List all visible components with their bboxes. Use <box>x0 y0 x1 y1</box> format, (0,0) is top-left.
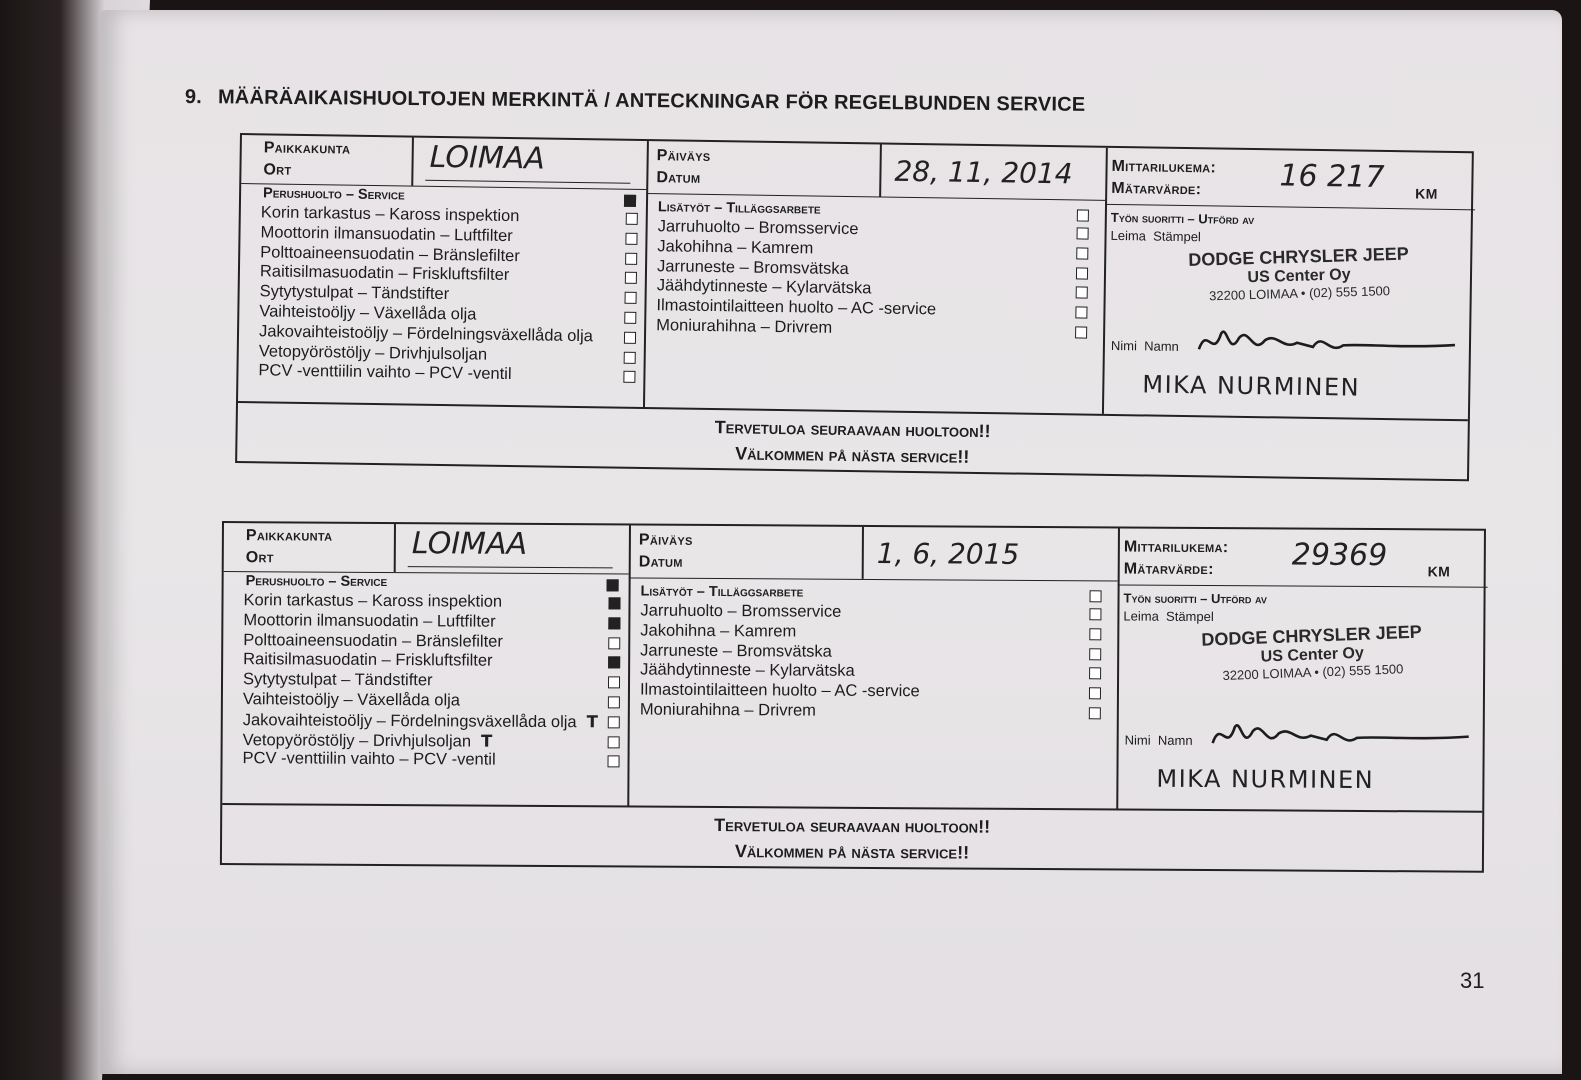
date-label-sv: Datum <box>656 169 701 187</box>
stamp-line-2: US Center Oy <box>1247 266 1351 287</box>
meter-value: 29369 <box>1291 537 1388 574</box>
basic-service-label: Polttoaineensuodatin – Bränslefilter <box>260 242 520 265</box>
service-checkbox[interactable] <box>608 657 620 669</box>
handwritten-mark: T <box>480 731 493 751</box>
header-divider <box>394 524 396 572</box>
service-checkbox[interactable] <box>1089 628 1101 640</box>
service-record-2 <box>220 521 1486 873</box>
place-label-fi: Paikkakunta <box>245 527 333 545</box>
basic-service-row <box>243 670 618 692</box>
service-checkbox[interactable] <box>623 371 635 383</box>
column-divider-2 <box>1116 528 1120 808</box>
printed-name: MIKA NURMINEN <box>1142 370 1361 402</box>
service-checkbox[interactable] <box>1089 668 1101 680</box>
basic-service-row <box>243 651 618 673</box>
service-checkbox[interactable] <box>1076 247 1088 259</box>
extra-work-label: Ilmastointilaitteen huolto – AC -service <box>656 296 937 319</box>
place-underline <box>408 566 613 568</box>
basic-service-row <box>243 690 618 712</box>
service-checkbox[interactable] <box>608 677 620 689</box>
header-divider-date <box>862 527 864 579</box>
meter-value: 16 217 <box>1279 158 1385 195</box>
basic-service-row <box>243 710 618 732</box>
date-label-fi: Päiväys <box>638 531 693 549</box>
page-number: 31 <box>1460 968 1485 993</box>
extra-work-label: Jäähdytinneste – Kylarvätska <box>640 660 855 681</box>
service-checkbox[interactable] <box>1089 687 1101 699</box>
dealer-stamp <box>1163 243 1434 305</box>
basic-service-row <box>242 750 617 772</box>
basic-service-row <box>258 362 633 387</box>
column-divider-2 <box>1102 148 1108 414</box>
place-label <box>263 137 350 182</box>
place-underline <box>425 180 630 184</box>
stamp-label: Leima Stämpel <box>1123 608 1214 625</box>
basic-service-label: Sytytystulpat – Tändstifter <box>259 282 450 304</box>
service-checkbox[interactable] <box>608 736 620 748</box>
place-value: LOIMAA <box>429 139 546 177</box>
signature <box>1193 319 1464 369</box>
extra-work-label: Jäähdytinneste – Kylarvätska <box>656 276 872 298</box>
extra-work-label: Jakohihna – Kamrem <box>640 621 797 641</box>
basic-service-list <box>242 591 618 771</box>
footer-finnish: Tervetuloa seuraavaan huoltoon!! <box>714 417 991 442</box>
date-value: 28, 11, 2014 <box>894 154 1073 191</box>
service-checkbox[interactable] <box>1089 648 1101 660</box>
service-checkbox[interactable] <box>1077 209 1089 221</box>
service-checkbox[interactable] <box>608 617 620 629</box>
basic-service-label: Korin tarkastus – Kaross inspektion <box>260 203 520 226</box>
extra-work-label: Jakohihna – Kamrem <box>657 237 814 258</box>
signature <box>1207 713 1477 761</box>
column-divider-1 <box>627 525 631 805</box>
extra-work-label: Jarruhuolto – Bromsservice <box>640 601 842 621</box>
date-label <box>639 530 693 574</box>
basic-service-label: Raitisilmasuodatin – Friskluftsfilter <box>243 650 493 671</box>
extra-work-list <box>640 602 1106 724</box>
dealer-stamp <box>1176 621 1448 685</box>
basic-service-row <box>243 611 618 633</box>
service-checkbox[interactable] <box>1076 267 1088 279</box>
service-checkbox[interactable] <box>608 597 620 609</box>
meter-label <box>1111 156 1216 202</box>
meter-label <box>1124 537 1229 582</box>
service-checkbox[interactable] <box>1089 707 1101 719</box>
basic-service-row <box>243 591 618 613</box>
extra-work-row <box>640 701 1105 724</box>
stamp-line-1: DODGE CHRYSLER JEEP <box>1201 621 1423 650</box>
basic-service-label: Korin tarkastus – Kaross inspektion <box>243 591 503 611</box>
meter-label-fi: Mittarilukema: <box>1123 538 1229 557</box>
service-checkbox[interactable] <box>1090 590 1102 602</box>
km-unit: KM <box>1427 563 1451 580</box>
basic-service-title: Perushuolto – Service <box>245 573 388 591</box>
service-checkbox[interactable] <box>1077 227 1089 239</box>
signature-stroke <box>1213 725 1469 744</box>
signature-stroke <box>1199 331 1455 353</box>
service-checkbox[interactable] <box>625 233 637 245</box>
section-title: MÄÄRÄAIKAISHUOLTOJEN MERKINTÄ / ANTECKNINGAR FÖR REGELBUNDEN SERVICE <box>217 86 1086 116</box>
basic-service-list <box>258 203 636 387</box>
service-checkbox[interactable] <box>625 252 637 264</box>
stamp-label: Leima Stämpel <box>1110 227 1202 245</box>
basic-service-row <box>243 730 618 752</box>
basic-service-label: Polttoaineensuodatin – Bränslefilter <box>243 630 503 651</box>
name-label: Nimi Namn <box>1124 732 1193 748</box>
extra-work-title: Lisätyöt – Tilläggsarbete <box>657 199 821 218</box>
stamp-line-3: 32200 LOIMAA • (02) 555 1500 <box>1208 283 1391 304</box>
header-bottom-line-right <box>1118 584 1488 587</box>
basic-service-label: Sytytystulpat – Tändstifter <box>242 670 433 690</box>
footer-swedish: Välkommen på nästa service!! <box>734 841 970 863</box>
place-label-sv: Ort <box>245 549 274 567</box>
stamp-line-3: 32200 LOIMAA • (02) 555 1500 <box>1222 661 1404 684</box>
place-label-fi: Paikkakunta <box>263 139 351 158</box>
service-checkbox[interactable] <box>625 272 637 284</box>
extra-work-label: Jarruhuolto – Bromsservice <box>657 217 859 239</box>
service-checkbox[interactable] <box>624 195 636 207</box>
km-unit: KM <box>1415 185 1438 202</box>
footer-finnish: Tervetuloa seuraavaan huoltoon!! <box>714 815 991 837</box>
service-checkbox[interactable] <box>608 716 620 728</box>
basic-service-label: Moottorin ilmansuodatin – Luftfilter <box>260 223 513 245</box>
service-checkbox[interactable] <box>625 292 637 304</box>
basic-service-label: Vetopyöröstöljy – Drivhjulsoljan <box>242 730 472 751</box>
service-checkbox[interactable] <box>624 351 636 363</box>
header-divider <box>411 138 414 186</box>
basic-service-label: PCV -venttiilin vaihto – PCV -ventil <box>242 749 496 770</box>
basic-service-label: Jakovaihteistoöljy – Fördelningsväxellåda olja <box>258 322 594 346</box>
extra-work-title: Lisätyöt – Tilläggsarbete <box>640 583 804 601</box>
service-checkbox[interactable] <box>626 213 638 225</box>
place-value: LOIMAA <box>411 526 528 562</box>
date-label-fi: Päiväys <box>656 147 711 165</box>
header-divider-date <box>879 144 882 196</box>
basic-service-label: PCV -venttiilin vaihto – PCV -ventil <box>258 361 512 384</box>
date-label <box>656 145 710 190</box>
date-value: 1, 6, 2015 <box>876 537 1020 571</box>
basic-service-row <box>243 631 618 653</box>
meter-label-sv: Mätarvärde: <box>1111 179 1202 199</box>
service-checkbox[interactable] <box>1075 326 1087 338</box>
header-bottom-line-mid <box>629 577 1118 581</box>
service-record-1 <box>235 133 1474 481</box>
service-checkbox[interactable] <box>1089 608 1101 620</box>
service-checkbox[interactable] <box>624 312 636 324</box>
extra-work-label: Moniurahihna – Drivrem <box>639 700 816 720</box>
basic-service-label: Vaihteistoöljy – Växellåda olja <box>259 302 477 324</box>
done-by-title: Työn suoritti – Utförd av <box>1123 590 1267 607</box>
service-checkbox[interactable] <box>607 579 619 591</box>
extra-work-label: Jarruneste – Bromsvätska <box>656 256 849 278</box>
basic-service-label: Moottorin ilmansuodatin – Luftfilter <box>243 610 496 631</box>
meter-label-sv: Mätarvärde: <box>1123 560 1214 579</box>
name-label: Nimi Namn <box>1110 337 1179 354</box>
basic-service-label: Jakovaihteistoöljy – Fördelningsväxellåda olja <box>242 710 577 731</box>
extra-work-label: Ilmastointilaitteen huolto – AC -service <box>639 680 920 701</box>
extra-work-label: Jarruneste – Bromsvätska <box>640 641 832 661</box>
done-by-title: Työn suoritti – Utförd av <box>1110 209 1255 228</box>
service-checkbox[interactable] <box>608 756 620 768</box>
printed-name: MIKA NURMINEN <box>1156 764 1375 795</box>
section-number: 9. <box>184 86 203 109</box>
column-divider-1 <box>643 141 649 407</box>
stamp-line-1: DODGE CHRYSLER JEEP <box>1188 243 1409 270</box>
service-checkbox[interactable] <box>1076 287 1088 299</box>
extra-work-list <box>656 217 1093 342</box>
basic-service-title: Perushuolto – Service <box>262 185 405 204</box>
basic-service-label: Vaihteistoöljy – Växellåda olja <box>242 690 461 710</box>
service-checkbox[interactable] <box>608 637 620 649</box>
service-checkbox[interactable] <box>608 696 620 708</box>
basic-service-label: Raitisilmasuodatin – Friskluftsfilter <box>259 262 510 285</box>
date-label-sv: Datum <box>638 553 683 571</box>
handwritten-mark: T <box>586 712 598 732</box>
place-label <box>246 525 333 570</box>
basic-service-label: Vetopyöröstöljy – Drivhjulsoljan <box>258 341 488 364</box>
stamp-line-2: US Center Oy <box>1260 644 1365 666</box>
service-checkbox[interactable] <box>624 332 636 344</box>
header-bottom-line-right <box>1105 204 1475 210</box>
meter-label-fi: Mittarilukema: <box>1111 157 1217 177</box>
service-checkbox[interactable] <box>1075 307 1087 319</box>
footer-swedish: Välkommen på nästa service!! <box>735 443 970 467</box>
extra-work-label: Moniurahihna – Drivrem <box>656 316 833 337</box>
place-label-sv: Ort <box>263 161 292 179</box>
